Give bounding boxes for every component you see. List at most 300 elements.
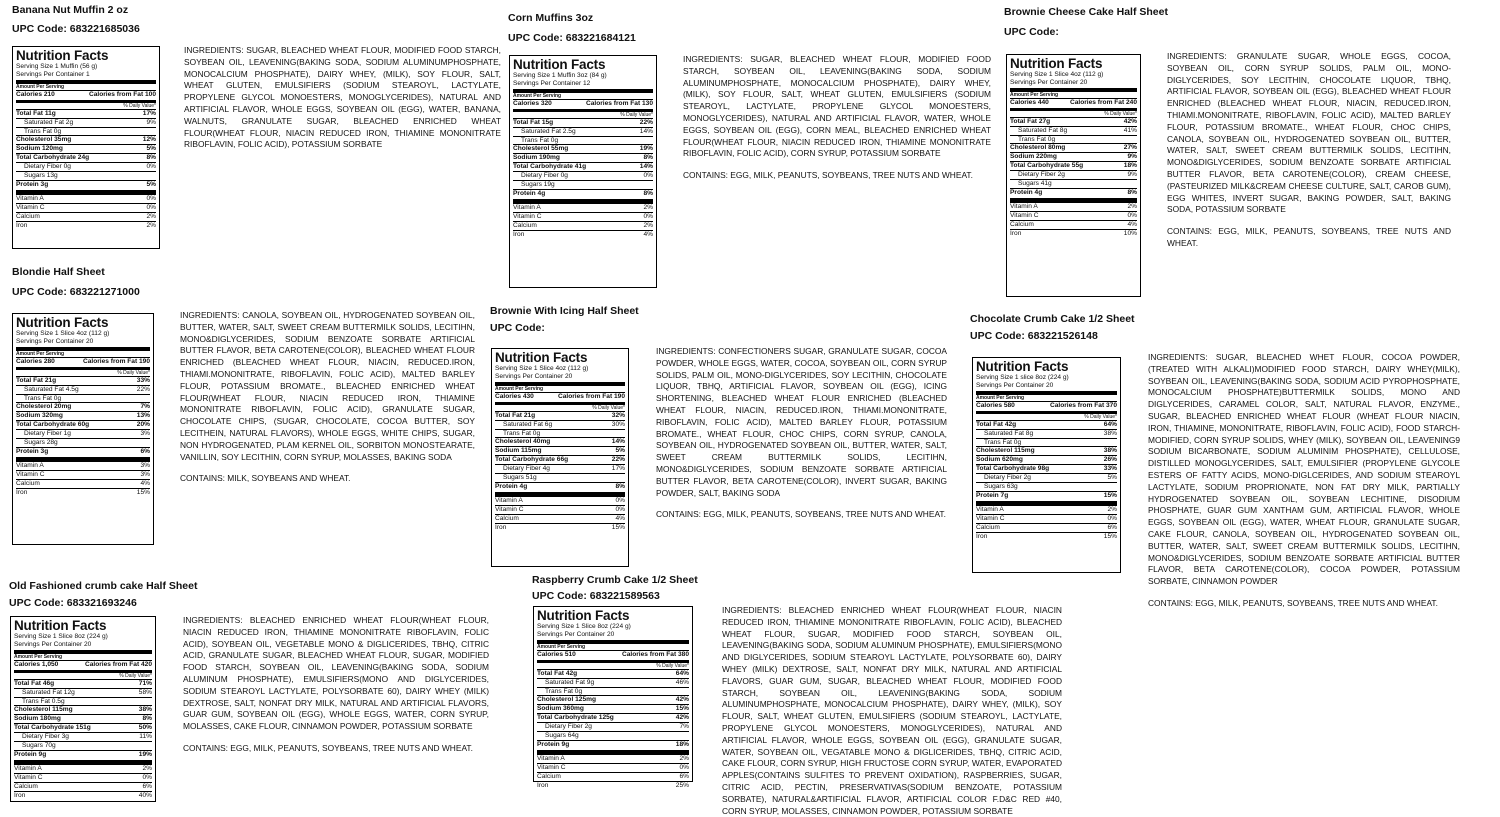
amount-per-serving: Amount Per Serving	[537, 643, 586, 650]
vitamin-row	[1010, 211, 1137, 220]
vitamin-label: Vitamin A	[1010, 202, 1038, 210]
nutrient-row	[16, 402, 150, 411]
nutrient-label: Protein 9g	[537, 740, 570, 748]
nutrient-daily-value: 17%	[611, 465, 625, 473]
nutrient-daily-value: 22%	[611, 456, 625, 464]
nutrient-label: Saturated Fat 8g	[984, 429, 1034, 437]
vitamin-row	[513, 230, 653, 239]
nutrient-label: Cholesterol 125mg	[537, 696, 596, 704]
nutrient-label: Sugars 51g	[503, 474, 537, 482]
vitamin-label: Vitamin C	[1010, 211, 1039, 219]
nutrient-label: Trans Fat 0g	[503, 429, 541, 437]
daily-value-header: % Daily Value*	[1010, 110, 1137, 117]
nutrient-row	[1010, 117, 1137, 126]
upc-code: UPC Code:	[1004, 26, 1059, 38]
vitamin-label: Vitamin C	[16, 203, 45, 211]
nutrient-daily-value: 17%	[142, 109, 156, 117]
vitamin-daily-value: 0%	[679, 763, 689, 771]
vitamin-row	[513, 203, 653, 212]
nutrient-row	[537, 713, 689, 722]
nutrient-label: Cholesterol 55mg	[513, 145, 569, 153]
nutrient-daily-value: 50%	[138, 724, 152, 732]
ingredients-list: INGREDIENTS: BLEACHED ENRICHED WHEAT FLOUR(WHEAT FLOUR, NIACIN REDUCED IRON, THIAMINE MONONITRATE RIBOFLAVIN, FOLIC ACID), SOYBEAN OIL, VEGETABLE MONO & DIGLICERIDES, TBHQ, CITRIC ACID, GRANULATE SUGAR, BLEACHED WHEAT FLOUR, SUGAR, MODIFIED FOOD STARCH, SOYBEAN OIL, LEAVENING(BAKING SODA, SODIUM ALUMINUM PHOSPHATE), EMULSIFIERS(MONO AND DIGLYCERIDES, SODIUM STEAROYL LACTYLATE, POLYSORBATE 60), DAIRY WHEY (MILK) DEXTROSE, SALT, NONFAT DRY MILK, NATURAL AND ARTIFICIAL FLAVORS, GUAR GUM, SOYBEAN OIL (EGG), WHOLE EGGS, WATER, CORN SYRUP, MOLASSES, CAKE FLOUR, CINNAMON POWDER, POTASSIUM SORBATE	[183, 615, 489, 732]
nutrient-row	[537, 740, 689, 749]
vitamin-row	[537, 772, 689, 781]
nutrient-label: Dietary Fiber 0g	[24, 163, 71, 171]
vitamin-daily-value: 4%	[140, 479, 150, 487]
nutrient-row	[14, 714, 152, 723]
nutrient-row	[976, 446, 1117, 455]
vitamin-label: Calcium	[537, 772, 561, 780]
vitamin-row	[16, 212, 156, 221]
product-corn-muffins	[508, 12, 636, 45]
vitamin-daily-value: 0%	[142, 773, 152, 781]
product-title: Corn Muffins 3oz	[508, 12, 594, 24]
calories-from-fat: Calories from Fat 370	[1049, 401, 1117, 409]
product-raspberry-crumb-cake	[532, 574, 698, 603]
nutrient-label: Sugars 70g	[22, 742, 56, 750]
vitamin-daily-value: 3%	[140, 461, 150, 469]
vitamin-row	[976, 523, 1117, 532]
serving-size: Serving Size 1 Slice 8oz (224 g)	[537, 623, 631, 630]
nutrient-daily-value: 9%	[1127, 171, 1137, 179]
vitamin-daily-value: 2%	[1107, 505, 1117, 513]
vitamin-row	[976, 514, 1117, 523]
nutrient-daily-value: 5%	[146, 180, 156, 188]
nutrient-daily-value: 13%	[136, 412, 150, 420]
nutrient-label: Sodium 360mg	[537, 705, 584, 713]
nutrient-row	[16, 153, 156, 162]
nutrient-daily-value: 6%	[140, 447, 150, 455]
nutrition-label	[509, 55, 657, 288]
product-title: Brownie With Icing Half Sheet	[490, 305, 639, 317]
nutrient-row	[537, 678, 689, 687]
daily-value-header: % Daily Value*	[513, 111, 653, 118]
nutrient-label: Sodium 220mg	[1010, 153, 1057, 161]
vitamin-label: Calcium	[16, 479, 40, 487]
nutrient-daily-value: 7%	[679, 723, 689, 731]
nutrient-daily-value: 38%	[1103, 447, 1117, 455]
nutrient-row	[14, 697, 152, 706]
nutrition-facts-title: Nutrition Facts	[1010, 56, 1103, 71]
nutrient-row	[16, 162, 156, 171]
nutrient-row	[513, 127, 653, 136]
nutrient-row	[976, 482, 1117, 491]
nutrition-facts-title: Nutrition Facts	[537, 608, 630, 623]
nutrient-row	[513, 171, 653, 180]
vitamin-daily-value: 4%	[615, 514, 625, 522]
nutrient-row	[16, 180, 156, 189]
nutrient-daily-value: 22%	[639, 118, 653, 126]
vitamin-daily-value: 15%	[1103, 532, 1117, 540]
vitamin-row	[513, 221, 653, 230]
nutrient-label: Total Carbohydrate 55g	[1010, 162, 1084, 170]
vitamin-label: Iron	[14, 791, 26, 799]
calories-value: Calories 210	[16, 90, 55, 98]
nutrition-label	[10, 616, 156, 802]
vitamin-row	[976, 532, 1117, 541]
nutrient-label: Trans Fat 0g	[24, 127, 62, 135]
upc-code: UPC Code:	[490, 322, 545, 334]
vitamin-label: Vitamin C	[14, 773, 43, 781]
nutrition-facts-title: Nutrition Facts	[16, 315, 109, 330]
nutrition-label	[12, 313, 154, 545]
nutrient-row	[513, 162, 653, 171]
nutrient-row	[495, 455, 625, 464]
nutrient-label: Dietary Fiber 2g	[984, 474, 1031, 482]
nutrient-row	[513, 153, 653, 162]
vitamin-daily-value: 0%	[615, 496, 625, 504]
nutrient-label: Total Fat 27g	[1010, 117, 1051, 125]
serving-size: Serving Size 1 slice 8oz (224 g)	[976, 374, 1069, 381]
nutrient-label: Sodium 320mg	[16, 412, 63, 420]
nutrient-label: Protein 3g	[16, 180, 49, 188]
nutrient-row	[495, 437, 625, 446]
nutrient-label: Cholesterol 35mg	[16, 136, 72, 144]
vitamin-row	[495, 496, 625, 505]
vitamin-row	[16, 221, 156, 230]
nutrient-label: Total Carbohydrate 24g	[16, 154, 90, 162]
vitamin-daily-value: 3%	[140, 470, 150, 478]
calories-from-fat: Calories from Fat 190	[82, 357, 150, 365]
nutrient-daily-value: 15%	[675, 705, 689, 713]
serving-size: Serving Size 1 Slice 4oz (112 g)	[16, 330, 110, 337]
nutrient-row	[16, 376, 150, 385]
servings-per-container: Servings Per Container 20	[1010, 78, 1088, 86]
nutrient-row	[1010, 143, 1137, 152]
nutrient-label: Total Carbohydrate 151g	[14, 724, 91, 732]
vitamin-row	[16, 203, 156, 212]
nutrient-daily-value: 30%	[611, 420, 625, 428]
nutrient-label: Dietary Fiber 1g	[24, 430, 71, 438]
serving-size: Serving Size 1 Muffin 3oz (84 g)	[513, 72, 607, 79]
vitamin-label: Vitamin A	[16, 194, 44, 202]
servings-per-container: Servings Per Container 12	[513, 79, 591, 87]
vitamin-daily-value: 15%	[136, 488, 150, 496]
nutrient-row	[976, 429, 1117, 438]
nutrient-row	[1010, 170, 1137, 179]
nutrient-daily-value: 0%	[146, 163, 156, 171]
nutrient-row	[537, 695, 689, 704]
amount-per-serving: Amount Per Serving	[976, 394, 1025, 401]
vitamin-daily-value: 0%	[615, 505, 625, 513]
vitamin-row	[537, 754, 689, 763]
nutrient-daily-value: 26%	[1103, 456, 1117, 464]
nutrient-row	[976, 464, 1117, 473]
nutrient-label: Sugars 41g	[1018, 180, 1052, 188]
calories-value: Calories 430	[495, 392, 534, 400]
vitamin-label: Vitamin C	[513, 212, 542, 220]
amount-per-serving: Amount Per Serving	[1010, 91, 1059, 98]
nutrient-daily-value: 41%	[1123, 126, 1137, 134]
vitamin-row	[14, 791, 152, 800]
vitamin-row	[537, 763, 689, 772]
vitamin-row	[14, 764, 152, 773]
serving-size: Serving Size 1 Slice 8oz (224 g)	[14, 633, 108, 640]
nutrient-label: Saturated Fat 2g	[24, 118, 74, 126]
nutrient-daily-value: 5%	[1107, 474, 1117, 482]
nutrient-daily-value: 14%	[611, 438, 625, 446]
daily-value-header: % Daily Value*	[976, 413, 1117, 420]
vitamin-label: Vitamin C	[16, 470, 45, 478]
vitamin-row	[1010, 202, 1137, 211]
nutrient-label: Saturated Fat 2.5g	[521, 127, 576, 135]
calories-row	[16, 357, 150, 366]
amount-per-serving: Amount Per Serving	[16, 350, 65, 357]
nutrient-label: Total Fat 46g	[14, 679, 55, 687]
nutrient-row	[495, 473, 625, 482]
vitamin-label: Calcium	[16, 212, 40, 220]
vitamin-label: Vitamin A	[513, 203, 541, 211]
vitamin-label: Calcium	[976, 523, 1000, 531]
vitamin-label: Calcium	[14, 782, 38, 790]
vitamin-daily-value: 40%	[138, 791, 152, 799]
nutrient-row	[1010, 135, 1137, 144]
vitamin-row	[14, 773, 152, 782]
nutrient-label: Sodium 180mg	[14, 715, 61, 723]
vitamin-row	[16, 461, 150, 470]
nutrient-label: Sodium 115mg	[495, 447, 542, 455]
nutrient-daily-value: 33%	[136, 376, 150, 384]
nutrient-row	[16, 135, 156, 144]
nutrient-label: Total Carbohydrate 60g	[16, 421, 90, 429]
allergen-contains: CONTAINS: EGG, MILK, PEANUTS, SOYBEANS, TREE NUTS AND WHEAT.	[1148, 597, 1438, 608]
nutrient-daily-value: 20%	[136, 421, 150, 429]
ingredients-list: INGREDIENTS: CANOLA, SOYBEAN OIL, HYDROGENATED SOYBEAN OIL, BUTTER, WATER, SALT, SWEET CREAM BUTTERMILK SOLIDS, LECITIHN, MONO&DIGLYCERIDES, SODIUM BENZOATE SORBATE ARTIFICIAL BUTTER FLAVOR, BETA CAROTENE(COLOR), BLEACHED WHEAT FLOUR ENRICHED (BLEACHED WHEAT FLOUR, NIACIN, REDUCED.IRON, THIAMI.MONONITRATE, RIBOFLAVIN, FOLIC ACID), MALTED BARLEY FLOUR, POTASSIUM BROMATE., BLEACHED ENRICHED WHEAT FLOUR(WHEAT FLOUR, NIACIN REDUCED IRON, THIAMINE MONONITRATE RIBOFLAVIN, FOLIC ACID), GRANULATE SUGAR, CHOCOLATE CHIPS, (SUGAR, CHOCOLATE, COCOA BUTTER, SOY LECITHEIN, NATURAL FLAVORS), WHOLE EGGS, WHITE CHIPS, SUGAR, NON HYDROGENATED, PLAM KERNEL OIL, SORBITON MONOSTEARATE, VANILLIN, SOY LECITHIN, CORN SYRUP, MOLASSES, BAKING SODA	[180, 310, 475, 462]
vitamin-label: Vitamin A	[976, 505, 1004, 513]
nutrient-row	[14, 741, 152, 750]
nutrient-daily-value: 8%	[146, 154, 156, 162]
ingredients-list: INGREDIENTS: CONFECTIONERS SUGAR, GRANULATE SUGAR, COCOA POWDER, WHOLE EGGS, WATER, COCOA, SOYBEAN OIL, CORN SYRUP SOLIDS, PALM OIL, MONO-DIGLYCERIDES, SOY LECITHIN, CHOCOLATE LIQUOR, TBHQ, ARTIFICIAL FLAVOR, SOYBEAN OIL (EGG), ICING SHORTENING, BLEACHED WHEAT FLOUR ENRICHED (BLEACHED WHEAT FLOUR, NIACIN, REDUCED.IRON, THIAMI.MONONITRATE, RIBOFLAVIN, FOLIC ACID), MALTED BARLEY FLOUR, POTASSIUM BROMATE., WHEAT FLOUR, CHOC CHIPS, CORN SYRUP, CANOLA, SOYBEAN OIL, HYDROGENATED SOYBEAN OIL, BUTTER, WATER, SALT, SWEET CREAM BUTTERMILK SOLIDS, LECITIHN, MONO&DIGLYCERIDES, SODIUM BENZOATE SORBATE ARTIFICIAL BUTTER FLAVOR, BETA CAROTENE(COLOR), INVERT SUGAR, BAKING POWDER, SALT, BAKING SODA	[656, 346, 947, 498]
nutrient-label: Cholesterol 115mg	[976, 447, 1035, 455]
calories-value: Calories 280	[16, 357, 55, 365]
nutrient-daily-value: 14%	[639, 163, 653, 171]
calories-value: Calories 1,050	[14, 660, 59, 668]
servings-per-container: Servings Per Container 20	[537, 630, 615, 638]
nutrient-row	[16, 118, 156, 127]
nutrient-row	[495, 411, 625, 420]
nutrient-row	[16, 109, 156, 118]
upc-code: UPC Code: 683221589563	[532, 590, 660, 602]
upc-code: UPC Code: 683321693246	[9, 597, 137, 609]
nutrient-row	[537, 687, 689, 696]
nutrient-daily-value: 9%	[146, 118, 156, 126]
nutrient-row	[16, 171, 156, 180]
ingredients-text	[722, 605, 1062, 816]
vitamin-row	[537, 781, 689, 790]
nutrient-daily-value: 19%	[138, 750, 152, 758]
nutrient-daily-value: 8%	[643, 154, 653, 162]
vitamin-row	[16, 479, 150, 488]
nutrient-label: Protein 4g	[495, 482, 528, 490]
vitamin-daily-value: 25%	[675, 781, 689, 789]
nutrient-label: Sugars 28g	[24, 439, 58, 447]
nutrient-daily-value: 33%	[1103, 465, 1117, 473]
nutrient-daily-value: 8%	[615, 482, 625, 490]
nutrient-label: Sodium 620mg	[976, 456, 1023, 464]
vitamin-row	[495, 505, 625, 514]
nutrient-daily-value: 15%	[1103, 491, 1117, 499]
vitamin-daily-value: 10%	[1123, 229, 1137, 237]
nutrient-row	[513, 180, 653, 189]
amount-per-serving: Amount Per Serving	[14, 653, 63, 660]
calories-value: Calories 580	[976, 401, 1015, 409]
vitamin-label: Vitamin A	[495, 496, 523, 504]
nutrient-daily-value: 22%	[136, 385, 150, 393]
nutrient-daily-value: 19%	[639, 145, 653, 153]
ingredients-list: INGREDIENTS: SUGAR, BLEACHED WHEAT FLOUR, MODIFIED FOOD STARCH, SOYBEAN OIL, LEAVENING(BAKING SODA, SODIUM ALUMINUMPHOSPHATE, MONOCALCIUM PHOSPHATE), DAIRY WHEY, (MILK), SOY FLOUR, SALT, WHEAT GLUTEN, EMULSIFIERS (SODIUM STEAROYL, LACTYLATE, PROPYLENE GLYCOL MONOESTERS, MONOGLYCERIDES), NATURAL AND ARTIFICIAL FLAVOR, WHOLE EGGS, SOYBEAN OIL (EGG), WATER, BANANA, WALNUTS, GRANULATE SUGAR, BLEACHED ENRICHED WHEAT FLOUR(WHEAT FLOUR, NIACIN REDUCED IRON, THIAMINE MONONITRATE RIBOFLAVIN, FOLIC ACID), POTASSIUM SORBATE	[184, 45, 501, 150]
product-title: Banana Nut Muffin 2 oz	[12, 4, 129, 16]
nutrient-daily-value: 64%	[675, 669, 689, 677]
ingredients-text	[656, 346, 947, 521]
nutrient-label: Cholesterol 40mg	[495, 438, 551, 446]
nutrient-row	[16, 144, 156, 153]
daily-value-header: % Daily Value*	[537, 662, 689, 669]
nutrient-row	[16, 420, 150, 429]
calories-from-fat: Calories from Fat 100	[88, 90, 156, 98]
amount-per-serving: Amount Per Serving	[16, 83, 65, 90]
upc-code: UPC Code: 683221685036	[12, 23, 140, 35]
ingredients-list: INGREDIENTS: SUGAR, BLEACHED WHEAT FLOUR, MODIFIED FOOD STARCH, SOYBEAN OIL, LEAVENING(BAKING SODA, SODIUM ALUMINUMPHOSPHATE, MONOCALCIUM PHOSPHATE), DAIRY WHEY, (MILK), SOY FLOUR, SALT, WHEAT GLUTEN, EMULSIFIERS (SODIUM STEAROYL, LACTYLATE, PROPYLENE GLYCOL MONOESTERS, MONOGLYCERIDES), NATURAL AND ARTIFICIAL FLAVOR, WATER, WHOLE EGGS, SOYBEAN OIL (EGG), CORN MEAL, BLEACHED ENRICHED WHEAT FLOUR(WHEAT FLOUR, NIACIN REDUCED IRON, THIAMINE MONONITRATE RIBOFLAVIN, FOLIC ACID), CORN SYRUP, POTASSIUM SORBATE	[683, 54, 991, 159]
nutrient-row	[16, 411, 150, 420]
nutrient-daily-value: 42%	[675, 714, 689, 722]
nutrient-label: Saturated Fat 6g	[503, 420, 553, 428]
ingredients-list: INGREDIENTS: GRANULATE SUGAR, WHOLE EGGS, COCOA, SOYBEAN OIL, CORN SYRUP SOLIDS, PALM OIL, MONO-DIGLYCERIDES, SOY LECITHIN, CHOCOLATE LIQUOR, TBHQ, ARTIFICIAL FLAVOR, SOYBEAN OIL (EGG), BLEACHED WHEAT FLOUR ENRICHED (BLEACHED WHEAT FLOUR, NIACIN, REDUCED.IRON, THIAMI.MONONITRATE, RIBOFLAVIN, FOLIC ACID), MALTED BARLEY FLOUR, POTASSIUM BROMATE., WHEAT FLOUR, CHOC CHIPS, CANOLA, SOYBEAN OIL, HYDROGENATED SOYBEAN OIL, BUTTER, WATER, SALT, SWEET CREAM BUTTERMILK SOLIDS, LECITIHN, MONO&DIGLYCERIDES, SODIUM BENZOATE SORBATE ARTIFICIAL BUTTER FLAVOR, BETA CAROTENE(COLOR), CREAM CHEESE, (PASTEURIZED MILK&CREAM CHEESE CULTURE, SALT, CAROB GUM), EGG WHITES, INVERT SUGAR, BAKING POWDER, SALT, BAKING SODA, POTASSIUM SORBATE	[1167, 51, 1451, 215]
vitamin-daily-value: 6%	[142, 782, 152, 790]
nutrient-row	[537, 704, 689, 713]
nutrient-label: Cholesterol 20mg	[16, 403, 72, 411]
calories-row	[16, 90, 156, 99]
nutrient-label: Cholesterol 115mg	[14, 706, 73, 714]
vitamin-daily-value: 2%	[643, 221, 653, 229]
nutrient-label: Protein 4g	[1010, 188, 1043, 196]
vitamin-label: Iron	[16, 221, 28, 229]
nutrient-row	[537, 669, 689, 678]
nutrient-row	[16, 429, 150, 438]
nutrient-row	[495, 464, 625, 473]
nutrient-row	[14, 750, 152, 759]
daily-value-header: % Daily Value*	[16, 369, 150, 376]
nutrition-facts-title: Nutrition Facts	[495, 350, 588, 365]
nutrient-row	[14, 705, 152, 714]
nutrient-label: Saturated Fat 12g	[22, 688, 75, 696]
ingredients-list: INGREDIENTS: SUGAR, BLEACHED WHET FLOUR, COCOA POWDER, (TREATED WITH ALKALI)MODIFIED FOOD STARCH, DAIRY WHEY(MILK), SOYBEAN OIL, LEAVENING(BAKING SODA, SODIUM ACID PYROPHOSPHATE, MONOCALCIUM PHOSPHATE)BUTTERMILK SOLIDS, MONO AND DIGLYCERIDES, CARAMEL COLOR, SALT, NATURAL FLAVOR, ENZYME., SUGAR, BLEACHED ENRICHED WHEAT FLOUR (WHEAT FLOUR NIACIN, IRON, THIAMINE, MONONITRATE, RIBOFLAVIN, FOLIC ACID), FOOD STARCH-MODIFIED, CORN SYRUP SOLIDS, WHEY (MILK), SOYBEAN OIL, LEAVENING9 SODIUM BICARBONATE, SODIUM ALUMINIM PHOSPHATE), CELLULOSE, DISTILLED MONOGLYCERIDES, SALT, EMULSIFIER (PROPYLENE GLYCOLE ESTERS OF FATTY ACIDS, MONO-DIGLCERIDES, AND SODIUM STEAROYL LACTYLATE, SODIUM PROPRIONATE, NON FAT DRY MILK, PARTIALLY HYDROGENATED SOYBEAN OIL, SOYBEAN LECHITINE, DISODIUM PHOSPHATE, GUAR GUM XANTHAM GUM, ARTIFICIAL FLAVOR, WHOLE EGGS, SOYBEAN OIL (EGG), WATER, WHEAT FLOUR, GRANULATE SUGAR, CAKE FLOUR, CANOLA, SOYBEAN OIL, HYDROGENATED SOYBEAN OIL, BUTTER, WATER, SALT, SWEET CREAM BUTTERMILK SOLIDS, LECITIHN, MONO&DIGLYCERIDES, SODIUM BENZOATE SORBATE ARTIFICIAL BUTTER FLAVOR, BETA CAROTENE(COLOR), COCOA POWDER, POTASSIUM SORBATE, CINNAMON POWDER	[1148, 352, 1460, 587]
vitamin-label: Iron	[537, 781, 549, 789]
nutrient-label: Dietary Fiber 4g	[503, 465, 550, 473]
nutrient-label: Total Carbohydrate 41g	[513, 163, 587, 171]
nutrient-row	[976, 455, 1117, 464]
calories-row	[14, 660, 152, 669]
nutrient-label: Trans Fat 0g	[521, 136, 559, 144]
servings-per-container: Servings Per Container 1	[16, 70, 90, 78]
nutrient-daily-value: 5%	[615, 447, 625, 455]
nutrient-row	[16, 447, 150, 456]
nutrient-daily-value: 12%	[142, 136, 156, 144]
nutrient-row	[495, 420, 625, 429]
upc-code: UPC Code: 683221271000	[12, 286, 140, 298]
nutrition-facts-title: Nutrition Facts	[16, 48, 109, 63]
nutrient-label: Dietary Fiber 0g	[521, 172, 568, 180]
nutrient-label: Sodium 190mg	[513, 154, 560, 162]
ingredients-text	[180, 310, 475, 485]
nutrient-row	[976, 473, 1117, 482]
nutrient-row	[16, 385, 150, 394]
nutrient-label: Total Fat 42g	[537, 669, 578, 677]
nutrient-label: Dietary Fiber 2g	[1018, 171, 1065, 179]
vitamin-daily-value: 2%	[142, 764, 152, 772]
calories-row	[495, 392, 625, 401]
nutrient-row	[14, 732, 152, 741]
nutrient-daily-value: 27%	[1123, 144, 1137, 152]
nutrient-row	[513, 118, 653, 127]
calories-value: Calories 320	[513, 99, 552, 107]
nutrition-label	[533, 606, 693, 789]
vitamin-daily-value: 2%	[1127, 202, 1137, 210]
vitamin-label: Vitamin C	[495, 505, 524, 513]
amount-per-serving: Amount Per Serving	[495, 385, 544, 392]
vitamin-daily-value: 0%	[643, 212, 653, 220]
nutrient-daily-value: 58%	[138, 688, 152, 696]
nutrient-label: Total Fat 21g	[495, 411, 536, 419]
allergen-contains: CONTAINS: EGG, MILK, PEANUTS, SOYBEANS, TREE NUTS AND WHEAT.	[683, 170, 973, 181]
calories-from-fat: Calories from Fat 130	[585, 99, 653, 107]
product-title: Raspberry Crumb Cake 1/2 Sheet	[532, 574, 698, 586]
nutrient-row	[537, 731, 689, 740]
vitamin-label: Calcium	[1010, 220, 1034, 228]
nutrient-label: Trans Fat 0g	[984, 438, 1022, 446]
nutrient-daily-value: 42%	[1123, 117, 1137, 125]
vitamin-label: Vitamin C	[537, 763, 566, 771]
vitamin-row	[16, 470, 150, 479]
nutrient-daily-value: 3%	[140, 430, 150, 438]
nutrient-label: Saturated Fat 8g	[1018, 126, 1068, 134]
nutrient-daily-value: 71%	[138, 679, 152, 687]
servings-per-container: Servings Per Container 20	[976, 381, 1054, 389]
nutrient-row	[16, 127, 156, 136]
nutrient-row	[16, 438, 150, 447]
vitamin-row	[14, 782, 152, 791]
calories-row	[537, 650, 689, 659]
nutrient-label: Total Carbohydrate 98g	[976, 465, 1050, 473]
nutrient-label: Total Carbohydrate 125g	[537, 714, 614, 722]
nutrition-facts-title: Nutrition Facts	[513, 57, 606, 72]
daily-value-header: % Daily Value*	[495, 404, 625, 411]
upc-code: UPC Code: 683221526148	[970, 330, 1098, 342]
nutrient-row	[537, 722, 689, 731]
ingredients-list: INGREDIENTS: BLEACHED ENRICHED WHEAT FLOUR(WHEAT FLOUR, NIACIN REDUCED IRON, THIAMINE MONONITRATE RIBOFLAVIN, FOLIC ACID), BLEACHED WHEAT FLOUR, SUGAR, MODIFIED FOOD STARCH, SOYBEAN OIL, LEAVENING(BAKING SODA, SODIUM ALUMINUM PHOSPHATE), EMULSIFIERS(MONO AND DIGLYCERIDES, SODIUM STEAROYL LACTYLATE, POLYSORBATE 60), DAIRY WHEY (MILK) DEXTROSE, SALT, NONFAT DRY MILK, NATURAL AND ARTIFICIAL FLAVORS, GUAR GUM, SUGAR, BLEACHED WHEAT FLOUR, MODIFIED FOOD STARCH, SOYBEAN OIL, LEAVENING(BAKING SODA, SODIUM ALUMINUMPHOSPHATE, MONOCALCIUM PHOSPHATE), DAIRY WHEY, (MILK), SOY FLOUR, SALT, WHEAT GLUTEN, EMULSIFIERS (SODIUM STEAROYL, LACTYLATE, PROPYLENE GLYCOL MONOESTERS, MONOGLYCERIDES), NATURAL AND ARTIFICIAL FLAVOR, WHOLE EGGS, SOYBEAN OIL (EGG), GRANULATE SUGAR, WATER, SOYBEAN OIL, VEGATABLE MONO & DIGLICERIDES, TBHQ, CITRIC ACID, CAKE FLOUR, CORN SYRUP, HIGH FRUCTOSE CORN SYRUP, WATER, EVAPORATED APPLES(CONTAINS SULFITES TO PREVENT OXIDATION), RASPBERRIES, SUGAR, CITRIC ACID, PECTIN, PRESERVATIVAS(SODIUM BENZOATE, POTASSIUM SORBATE), NATURAL&ARTIFICIAL FLAVOR, ARTIFICIAL COLOR F.D&C RED #40, CORN SYRUP, MOLASSES, CINNAMON POWDER, POTASSIUM SORBATE	[722, 605, 1062, 816]
ingredients-text	[683, 54, 991, 182]
allergen-contains: CONTAINS: EGG, MILK, PEANUTS, SOYBEANS, TREE NUTS AND WHEAT.	[183, 742, 473, 753]
product-banana-nut-muffin	[12, 4, 140, 36]
nutrient-row	[513, 189, 653, 198]
nutrient-row	[14, 679, 152, 688]
nutrient-daily-value: 8%	[643, 189, 653, 197]
calories-row	[976, 401, 1117, 410]
vitamin-daily-value: 2%	[643, 203, 653, 211]
ingredients-text	[184, 45, 501, 151]
calories-value: Calories 510	[537, 650, 576, 658]
vitamin-daily-value: 15%	[611, 523, 625, 531]
nutrient-daily-value: 11%	[139, 733, 152, 741]
vitamin-label: Vitamin A	[16, 461, 44, 469]
nutrient-daily-value: 42%	[675, 696, 689, 704]
daily-value-header: % Daily Value*	[14, 672, 152, 679]
nutrient-daily-value: 9%	[1127, 153, 1137, 161]
serving-size: Serving Size 1 Slice 4oz (112 g)	[1010, 71, 1104, 78]
vitamin-label: Vitamin A	[14, 764, 42, 772]
nutrient-label: Protein 9g	[14, 750, 47, 758]
nutrient-daily-value: 18%	[1123, 162, 1137, 170]
